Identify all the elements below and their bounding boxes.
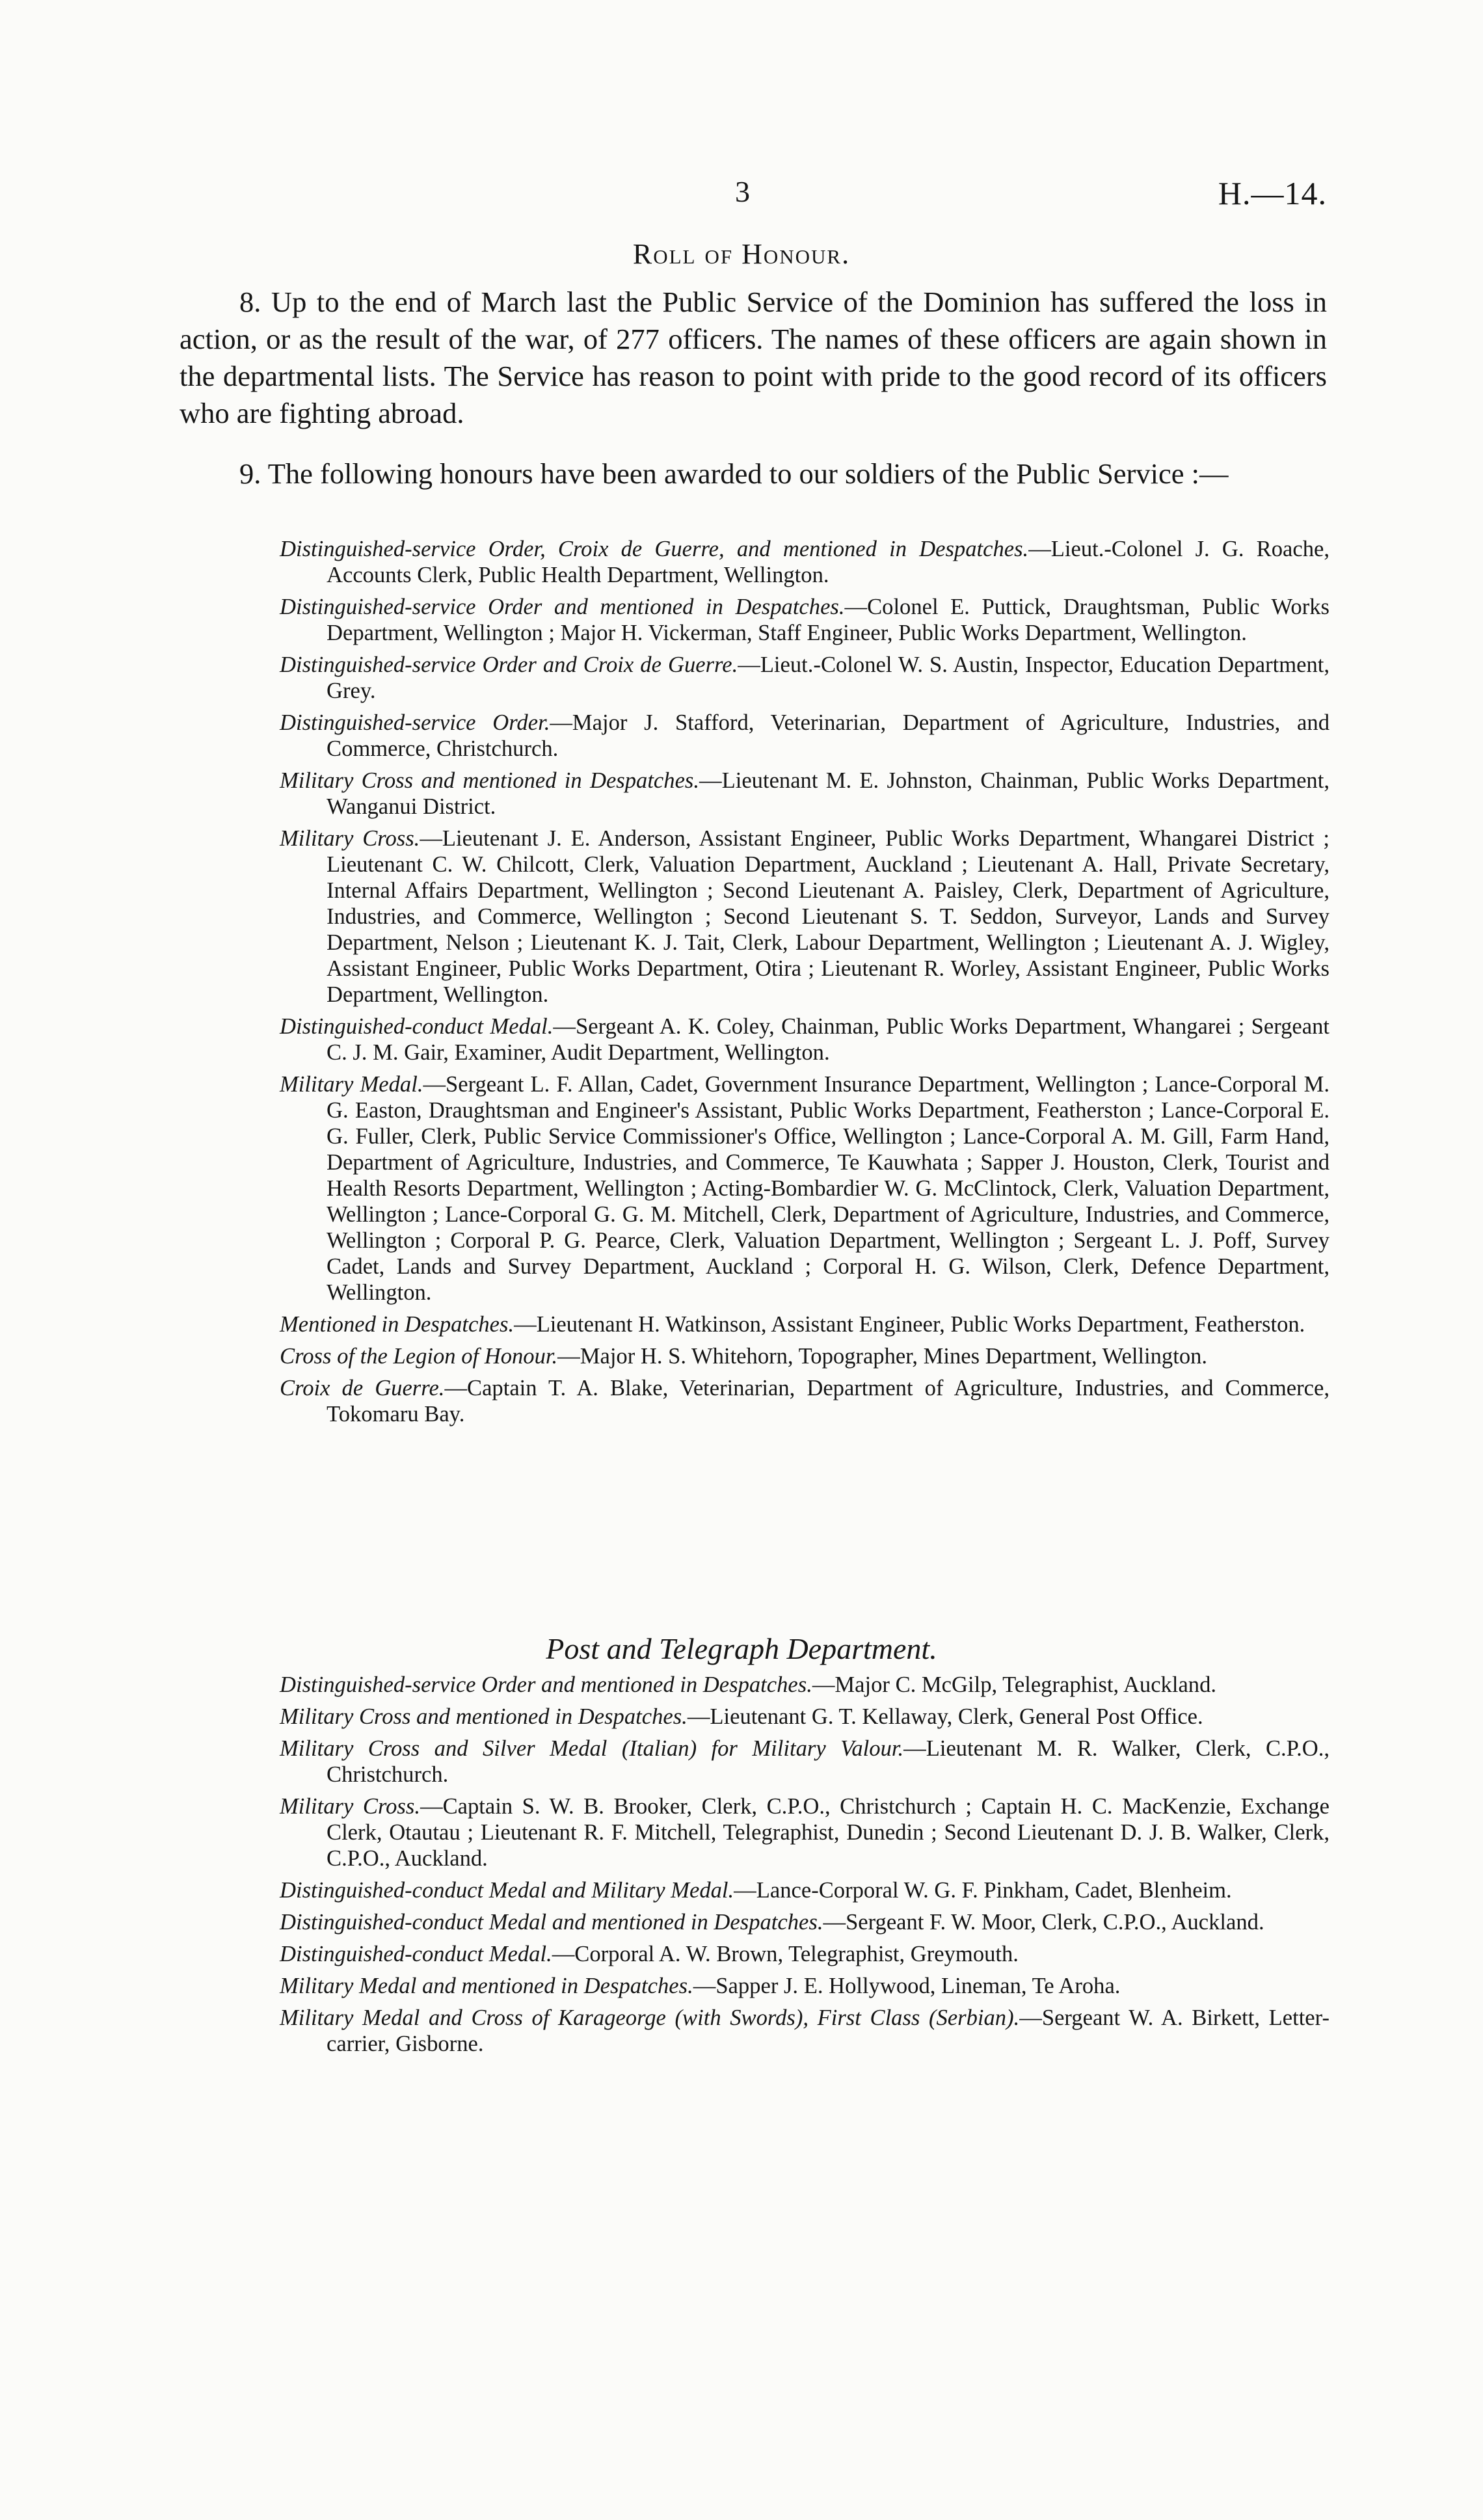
award-entry	[280, 1877, 1329, 1903]
award-title: Distinguished-conduct Medal and Military Medal.	[280, 1878, 734, 1903]
award-recipients: —Major H. S. Whitehorn, Topographer, Mines Department, Wellington.	[557, 1344, 1208, 1369]
award-entry	[280, 1909, 1329, 1935]
award-entry	[280, 1704, 1329, 1730]
award-entry	[280, 1343, 1329, 1369]
award-title: Military Cross and mentioned in Despatches.	[280, 768, 700, 793]
award-entry	[280, 1013, 1329, 1066]
award-title: Military Cross.	[280, 1794, 420, 1819]
award-recipients: —Lieut.-Colonel W. S. Austin, Inspector, Education Department, Grey.	[327, 652, 1330, 703]
document-reference: H.—14.	[1218, 175, 1327, 211]
award-entry	[280, 2005, 1329, 2057]
award-entry	[280, 1071, 1329, 1306]
award-title: Military Cross and mentioned in Despatches.	[280, 1704, 688, 1729]
page-number: 3	[735, 175, 750, 208]
award-title: Distinguished-service Order, Croix de Guerre, and mentioned in Despatches.	[280, 537, 1029, 561]
award-title: Distinguished-conduct Medal.	[280, 1014, 554, 1039]
award-title: Mentioned in Despatches.	[280, 1312, 514, 1337]
award-title: Distinguished-service Order and Croix de Guerre.	[280, 652, 738, 677]
award-recipients: —Lieutenant M. R. Walker, Clerk, C.P.O., Christchurch.	[327, 1736, 1329, 1787]
award-entry	[280, 1672, 1329, 1698]
award-recipients: —Lieutenant M. E. Johnston, Chainman, Public Works Department, Wanganui District.	[327, 768, 1329, 819]
award-recipients: —Corporal A. W. Brown, Telegraphist, Greymouth.	[552, 1942, 1019, 1966]
award-recipients: —Sapper J. E. Hollywood, Lineman, Te Aroha.	[693, 1974, 1121, 1998]
award-recipients: —Lieutenant H. Watkinson, Assistant Engineer, Public Works Department, Featherston.	[514, 1312, 1305, 1337]
award-recipients: —Sergeant F. W. Moor, Clerk, C.P.O., Auckland.	[823, 1910, 1264, 1935]
award-recipients: —Captain S. W. B. Brooker, Clerk, C.P.O., Christchurch ; Captain H. C. MacKenzie, Exchange Clerk, Otautau ; Lieutenant R. F. Mitchell, Telegraphist, Dunedin ; Second Lieutenant D. J. B. Walker, Clerk, C.P.O., Auckland.	[327, 1794, 1329, 1871]
award-entry	[280, 825, 1329, 1008]
paragraph-8: 8. Up to the end of March last the Public Service of the Dominion has suffered the loss in action, or as the result of the war, of 277 officers. The names of these officers are again shown in the departmental lists. The Service has reason to point with pride to the good record of its officers who are fighting abroad.	[180, 286, 1327, 429]
award-recipients: —Lieutenant J. E. Anderson, Assistant Engineer, Public Works Department, Whangarei District ; Lieutenant C. W. Chilcott, Clerk, Valuation Department, Auckland ; Lieutenant A. Hall, Private Secretary, Internal Affairs Department, Wellington ; Second Lieutenant A. Paisley, Clerk, Department of Agriculture, Industries, and Commerce, Wellington ; Second Lieutenant S. T. Seddon, Surveyor, Lands and Survey Department, Nelson ; Lieutenant K. J. Tait, Clerk, Labour Department, Wellington ; Lieutenant A. J. Wigley, Assistant Engineer, Public Works Department, Otira ; Lieutenant R. Worley, Assistant Engineer, Public Works Department, Wellington.	[327, 826, 1329, 1007]
award-entry	[280, 768, 1329, 820]
award-entry	[280, 1311, 1329, 1337]
award-recipients: —Lieutenant G. T. Kellaway, Clerk, General Post Office.	[687, 1704, 1203, 1729]
award-title: Military Medal.	[280, 1072, 423, 1097]
post-telegraph-heading: Post and Telegraph Department.	[546, 1632, 937, 1665]
award-title: Distinguished-conduct Medal and mentioned in Despatches.	[280, 1910, 823, 1935]
award-entry	[280, 1973, 1329, 1999]
award-entry	[280, 594, 1329, 646]
award-recipients: —Sergeant W. A. Birkett, Letter-carrier, Gisborne.	[327, 2005, 1329, 2056]
post-telegraph-awards-list	[280, 1672, 1329, 2063]
award-recipients: —Lieut.-Colonel J. G. Roache, Accounts Clerk, Public Health Department, Wellington.	[327, 537, 1330, 587]
award-recipients: —Sergeant L. F. Allan, Cadet, Government Insurance Department, Wellington ; Lance-Corporal M. G. Easton, Draughtsman and Engineer's Assistant, Public Works Department, Featherston ; Lance-Corporal E. G. Fuller, Clerk, Public Service Commissioner's Office, Wellington ; Lance-Corporal A. M. Gill, Farm Hand, Department of Agriculture, Industries, and Commerce, Te Kauwhata ; Sapper J. Houston, Clerk, Tourist and Health Resorts Department, Wellington ; Acting-Bombardier W. G. McClintock, Clerk, Valuation Department, Wellington ; Lance-Corporal G. G. M. Mitchell, Clerk, Department of Agriculture, Industries, and Commerce, Wellington ; Corporal P. G. Pearce, Clerk, Valuation Department, Wellington ; Sergeant L. J. Poff, Survey Cadet, Lands and Survey Department, Auckland ; Corporal H. G. Wilson, Clerk, Defence Department, Wellington.	[327, 1072, 1329, 1305]
paragraph-9: 9. The following honours have been awarded to our soldiers of the Public Service :—	[239, 457, 1229, 490]
award-title: Distinguished-conduct Medal.	[280, 1942, 552, 1966]
award-title: Military Medal and Cross of Karageorge (with Swords), First Class (Serbian).	[280, 2005, 1020, 2030]
award-entry	[280, 1793, 1329, 1871]
award-entry	[280, 1736, 1329, 1788]
award-recipients: —Colonel E. Puttick, Draughtsman, Public Works Department, Wellington ; Major H. Vickerman, Staff Engineer, Public Works Department, Wellington.	[327, 595, 1329, 645]
award-title: Cross of the Legion of Honour.	[280, 1344, 558, 1369]
award-title: Distinguished-service Order.	[280, 710, 550, 735]
roll-of-honour-heading: Roll of Honour.	[632, 238, 851, 270]
award-recipients: —Sergeant A. K. Coley, Chainman, Public Works Department, Whangarei ; Sergeant C. J. M. Gair, Examiner, Audit Department, Wellington.	[327, 1014, 1330, 1065]
award-entry	[280, 710, 1329, 762]
award-entry	[280, 536, 1329, 588]
award-title: Distinguished-service Order and mentioned in Despatches.	[280, 1672, 812, 1697]
award-recipients: —Major J. Stafford, Veterinarian, Department of Agriculture, Industries, and Commerce, Christchurch.	[327, 710, 1329, 761]
award-entry	[280, 1375, 1329, 1427]
award-entry	[280, 1941, 1329, 1967]
award-recipients: —Lance-Corporal W. G. F. Pinkham, Cadet, Blenheim.	[734, 1878, 1232, 1903]
award-entry	[280, 652, 1329, 704]
award-title: Military Medal and mentioned in Despatches.	[280, 1974, 693, 1998]
award-recipients: —Major C. McGilp, Telegraphist, Auckland.	[812, 1672, 1217, 1697]
award-title: Military Cross.	[280, 826, 420, 851]
award-recipients: —Captain T. A. Blake, Veterinarian, Department of Agriculture, Industries, and Commerce, Tokomaru Bay.	[327, 1376, 1329, 1427]
award-title: Croix de Guerre.	[280, 1376, 445, 1401]
award-title: Distinguished-service Order and mentioned in Despatches.	[280, 595, 845, 619]
public-service-awards-list	[280, 536, 1329, 1433]
award-title: Military Cross and Silver Medal (Italian) for Military Valour.	[280, 1736, 904, 1761]
